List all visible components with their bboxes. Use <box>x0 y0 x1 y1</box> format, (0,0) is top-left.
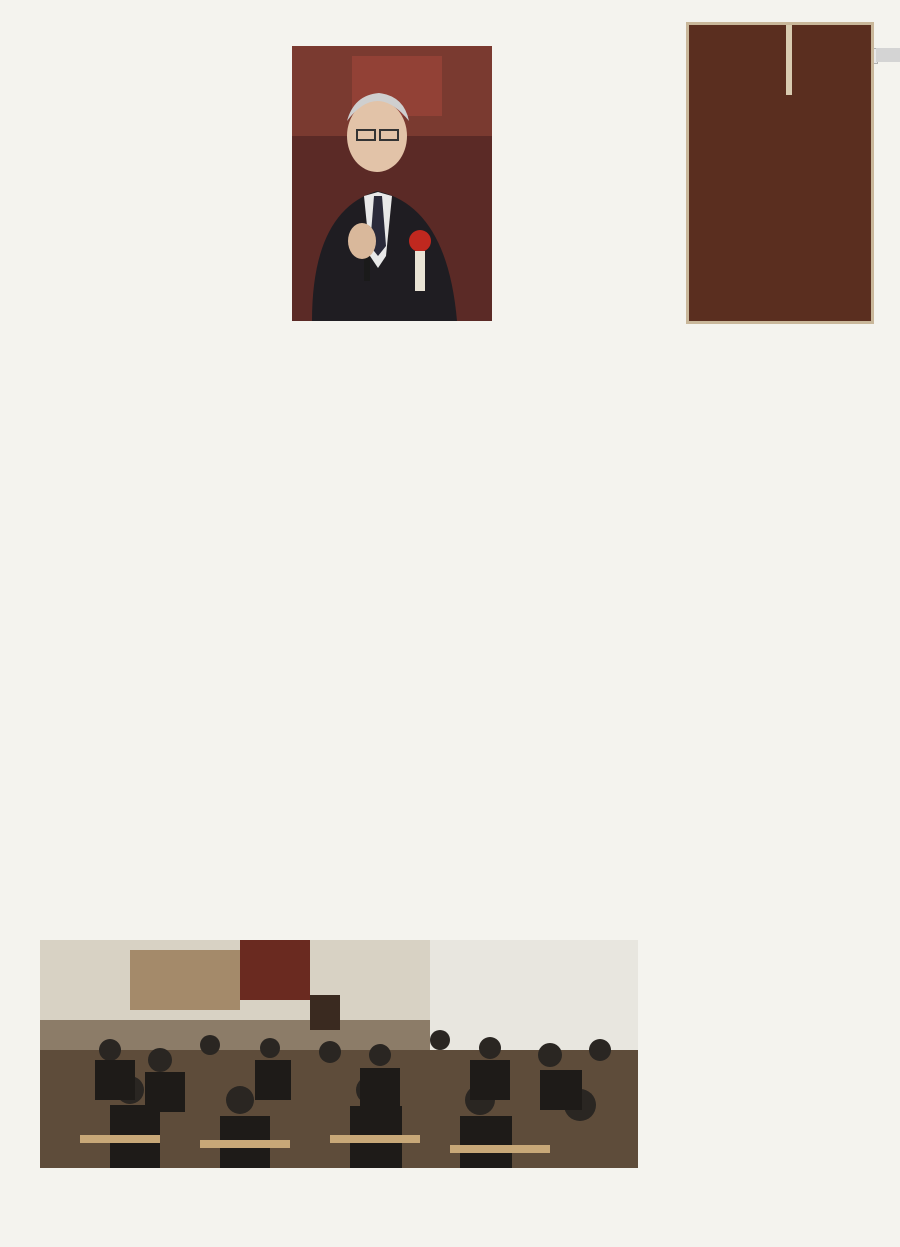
banner-divider <box>786 25 792 95</box>
corner-tab <box>876 48 900 62</box>
speaker-photo <box>292 46 492 321</box>
speaker-photo-image <box>292 46 492 321</box>
lecture-hall-image <box>40 940 638 1168</box>
article-section-bottom <box>40 344 450 924</box>
lecture-hall-photo <box>40 940 638 1168</box>
event-banner <box>686 22 874 324</box>
article-section-top <box>458 344 878 922</box>
